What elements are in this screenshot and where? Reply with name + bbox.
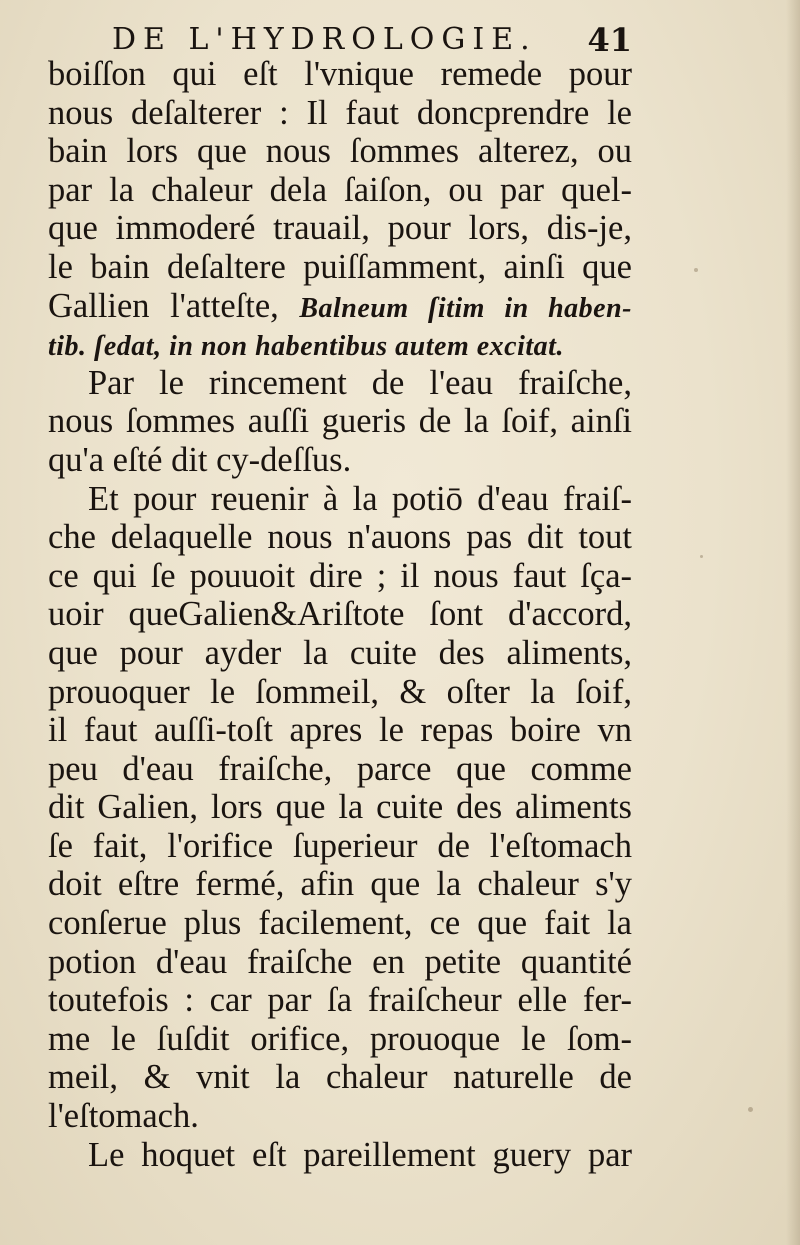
text-line: [48, 788, 632, 827]
line-text: par la chaleur dela ſaiſon, ou par quel-: [48, 170, 632, 209]
page-edge-shadow: [786, 0, 800, 1245]
text-line: [48, 1136, 632, 1175]
line-text: ce qui ſe pouuoit dire ; il nous faut ſça-: [48, 556, 632, 595]
text-line: [48, 943, 632, 982]
text-line: [48, 711, 632, 750]
running-title: DE L'HYDROLOGIE.: [112, 22, 537, 57]
text-line: [48, 1097, 632, 1136]
text-line: [48, 634, 632, 673]
line-text: meil, & vnit la chaleur naturelle de: [48, 1058, 632, 1097]
paper-speck: [694, 268, 698, 272]
line-text: que immoderé trauail, pour lors, dis-je,: [48, 209, 632, 248]
text-line: [48, 94, 632, 133]
text-line: [48, 518, 632, 557]
text-line: [48, 364, 632, 403]
text-line: [48, 402, 632, 441]
paper-speck: [700, 555, 703, 558]
text-line: [48, 132, 632, 171]
line-text: potion d'eau fraiſche en petite quantité: [48, 942, 632, 981]
line-text: doit eſtre fermé, afin que la chaleur s'y: [48, 865, 632, 904]
text-line: [48, 557, 632, 596]
line-text: que pour ayder la cuite des aliments,: [48, 633, 632, 672]
text-line: [48, 904, 632, 943]
line-text: me le ſuſdit orifice, prouoque le ſom-: [48, 1019, 632, 1058]
line-text: qu'a eſté dit cy-deſſus.: [48, 440, 352, 479]
line-text: peu d'eau fraiſche, parce que comme: [48, 749, 632, 788]
text-line: [48, 325, 632, 364]
text-line: [48, 1058, 632, 1097]
line-text: nous ſommes auſſi gueris de la ſoif, ainſi: [48, 402, 632, 441]
text-line: [48, 981, 632, 1020]
line-text: prouoquer le ſommeil, & oſter la ſoif,: [48, 672, 632, 711]
line-text: dit Galien, lors que la cuite des aliments: [48, 788, 632, 827]
text-line: [48, 441, 632, 480]
text-line: [48, 480, 632, 519]
line-text: boiſſon qui eſt l'vnique remede pour: [48, 55, 632, 93]
line-text: Le hoquet eſt pareillement guery par: [88, 1135, 632, 1174]
text-line: [48, 750, 632, 789]
text-line: [48, 595, 632, 634]
paper-speck: [748, 1107, 753, 1112]
line-text: il faut auſſi-toſt apres le repas boire vn: [48, 711, 632, 750]
line-text: che delaquelle nous n'auons pas dit tout: [48, 518, 632, 557]
text-line: [48, 1020, 632, 1059]
line-text: bain lors que nous ſommes alterez, ou: [48, 132, 632, 171]
text-line: [48, 171, 632, 210]
line-text: l'eſtomach.: [48, 1097, 199, 1136]
text-line: [48, 209, 632, 248]
line-text: conſerue plus facilement, ce que fait la: [48, 904, 632, 943]
text-line: [48, 865, 632, 904]
line-text: uoir queGalien&Ariſtote ſont d'accord,: [48, 595, 632, 634]
line-text: le bain deſaltere puiſſamment, ainſi que: [48, 247, 632, 286]
line-text: toutefois : car par ſa fraiſcheur elle fer-: [48, 981, 632, 1020]
line-text: ſe fait, l'orifice ſuperieur de l'eſtomach: [48, 826, 632, 865]
text-line: [48, 287, 632, 326]
text-line: [48, 673, 632, 712]
body-text: [48, 55, 632, 1174]
text-line: [48, 55, 632, 94]
line-text: Par le rincement de l'eau fraiſche,: [88, 363, 632, 402]
text-line: [48, 827, 632, 866]
text-line: [48, 248, 632, 287]
latin-quotation: Balneum ſitim in haben-: [299, 292, 632, 324]
latin-quotation: tib. ſedat, in non habentibus autem excitat.: [48, 331, 564, 363]
line-text: nous deſalterer : Il faut doncprendre le: [48, 93, 632, 132]
page-number: 41: [587, 21, 632, 59]
line-text: Et pour reuenir à la potiō d'eau fraiſ-: [88, 479, 632, 518]
line-text: Gallien l'atteſte,: [48, 286, 279, 325]
